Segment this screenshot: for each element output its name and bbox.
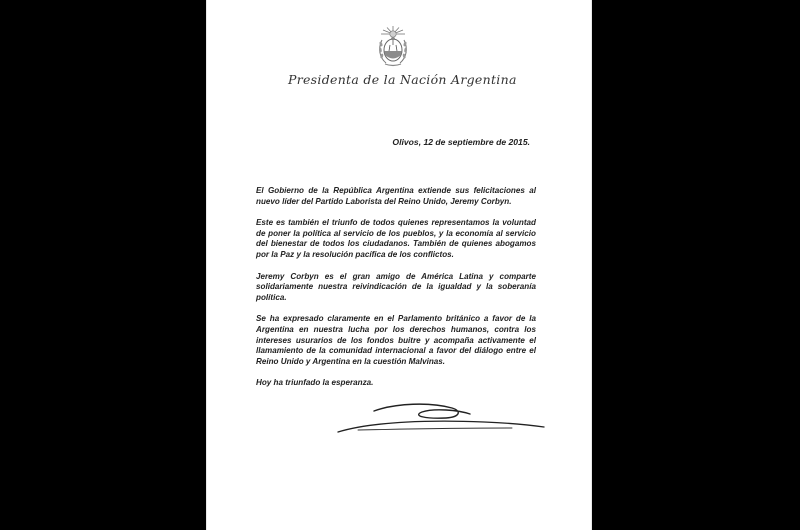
paragraph-friend: Jeremy Corbyn es el gran amigo de América Latina y comparte solidariamente nuestra reivindicación de la igualdad y la soberanía política. — [256, 271, 536, 302]
paragraph-hope: Hoy ha triunfado la esperanza. — [256, 378, 374, 388]
letter-page — [206, 0, 592, 530]
coat-of-arms-icon — [374, 24, 412, 68]
signature — [334, 400, 546, 440]
letterhead-title: Presidenta de la Nación Argentina — [288, 72, 517, 87]
paragraph-congratulations: El Gobierno de la República Argentina extiende sus felicitaciones al nuevo líder del Partido Laborista del Reino Unido, Jeremy Corbyn. — [256, 186, 536, 206]
paragraph-parliament: Se ha expresado claramente en el Parlamento británico a favor de la Argentina en nuestra lucha por los derechos humanos, contra los intereses usurarios de los fondos buitre y acompaña activamente el llamamiento de la comunidad internacional a favor del diálogo entre el Reino Unido y Argentina en la cuestión Malvinas. — [256, 314, 536, 366]
paragraph-triumph: Este es también el triunfo de todos quienes representamos la voluntad de poner la política al servicio de los pueblos, y la economía al servicio del bienestar de todos los ciudadanos. También de quienes abogamos por la Paz y la resolución pacífica de los conflictos. — [256, 218, 536, 259]
letter-body — [256, 186, 536, 389]
letter-date: Olivos, 12 de septiembre de 2015. — [392, 137, 530, 147]
